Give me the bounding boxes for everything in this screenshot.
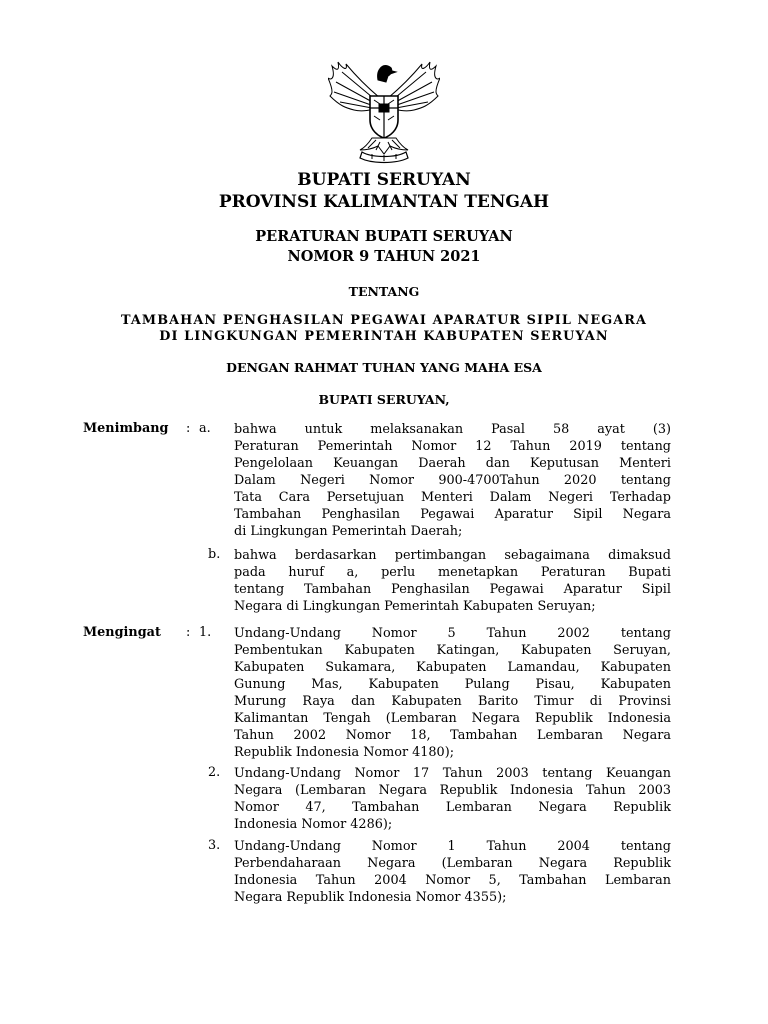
mengingat-item-3 [234,838,671,906]
text-line: Undang-Undang Nomor 5 Tahun 2002 tentang [234,626,671,641]
menimbang-item-b-marker: b. [208,547,221,562]
menimbang-item-a [234,421,671,540]
menimbang-label: Menimbang [83,421,169,436]
text-line: di Lingkungan Pemerintah Daerah; [234,524,463,539]
subject-line-2: DI LINGKUNGAN PEMERINTAH KABUPATEN SERUYAN [159,329,609,344]
text-line: Indonesia Tahun 2004 Nomor 5, Tambahan Lembaran [234,873,671,888]
title-line-1: BUPATI SERUYAN [297,170,471,190]
menimbang-item-b [234,547,671,615]
text-line: Peraturan Pemerintah Nomor 12 Tahun 2019 tentang [234,439,671,454]
text-line: Negara Republik Indonesia Nomor 4355); [234,890,507,905]
text-line: pada huruf a, perlu menetapkan Peraturan Bupati [234,565,671,580]
text-line: Kabupaten Sukamara, Kabupaten Lamandau, Kabupaten [234,660,671,675]
mengingat-item-2-marker: 2. [208,765,221,780]
text-line: Negara (Lembaran Negara Republik Indonesia Tahun 2003 [234,783,671,798]
text-line: Pembentukan Kabupaten Katingan, Kabupaten Seruyan, [234,643,671,658]
enactor: BUPATI SERUYAN, [318,392,450,407]
mengingat-colon: : [186,625,191,640]
text-line: Gunung Mas, Kabupaten Pulang Pisau, Kabupaten [234,677,671,692]
text-line: Perbendaharaan Negara (Lembaran Negara Republik [234,856,671,871]
text-line: tentang Tambahan Penghasilan Pegawai Aparatur Sipil [234,582,671,597]
mengingat-item-2 [234,765,671,833]
text-line: Murung Raya dan Kabupaten Barito Timur di Provinsi [234,694,671,709]
text-line: Tambahan Penghasilan Pegawai Aparatur Sipil Negara [234,507,671,522]
regulation-number: NOMOR 9 TAHUN 2021 [287,248,481,265]
mengingat-item-3-marker: 3. [208,838,221,853]
text-line: bahwa berdasarkan pertimbangan sebagaimana dimaksud [234,548,671,563]
menimbang-item-a-marker: a. [199,421,211,436]
text-line: Dalam Negeri Nomor 900-4700Tahun 2020 tentang [234,473,671,488]
text-line: Indonesia Nomor 4286); [234,817,393,832]
text-line: Kalimantan Tengah (Lembaran Negara Republik Indonesia [234,711,671,726]
text-line: Tahun 2002 Nomor 18, Tambahan Lembaran Negara [234,728,671,743]
mengingat-item-1 [234,625,671,761]
subject-line-1: TAMBAHAN PENGHASILAN PEGAWAI APARATUR SIPIL NEGARA [120,313,648,328]
text-line: Undang-Undang Nomor 1 Tahun 2004 tentang [234,839,671,854]
text-line: bahwa untuk melaksanakan Pasal 58 ayat (3) [234,422,671,437]
text-line: Republik Indonesia Nomor 4180); [234,745,455,760]
text-line: Pengelolaan Keuangan Daerah dan Keputusan Menteri [234,456,671,471]
title-line-2: PROVINSI KALIMANTAN TENGAH [218,192,550,212]
tentang-heading: TENTANG [348,284,420,299]
garuda-emblem-icon [328,58,440,164]
mengingat-item-1-marker: 1. [199,625,212,640]
mengingat-label: Mengingat [83,625,161,640]
text-line: Undang-Undang Nomor 17 Tahun 2003 tentang Keuangan [234,766,671,781]
menimbang-colon: : [186,421,191,436]
text-line: Nomor 47, Tambahan Lembaran Negara Republik [234,800,671,815]
regulation-title: PERATURAN BUPATI SERUYAN [255,228,513,245]
text-line: Negara di Lingkungan Pemerintah Kabupaten Seruyan; [234,599,596,614]
invocation: DENGAN RAHMAT TUHAN YANG MAHA ESA [226,360,542,375]
text-line: Tata Cara Persetujuan Menteri Dalam Negeri Terhadap [234,490,671,505]
